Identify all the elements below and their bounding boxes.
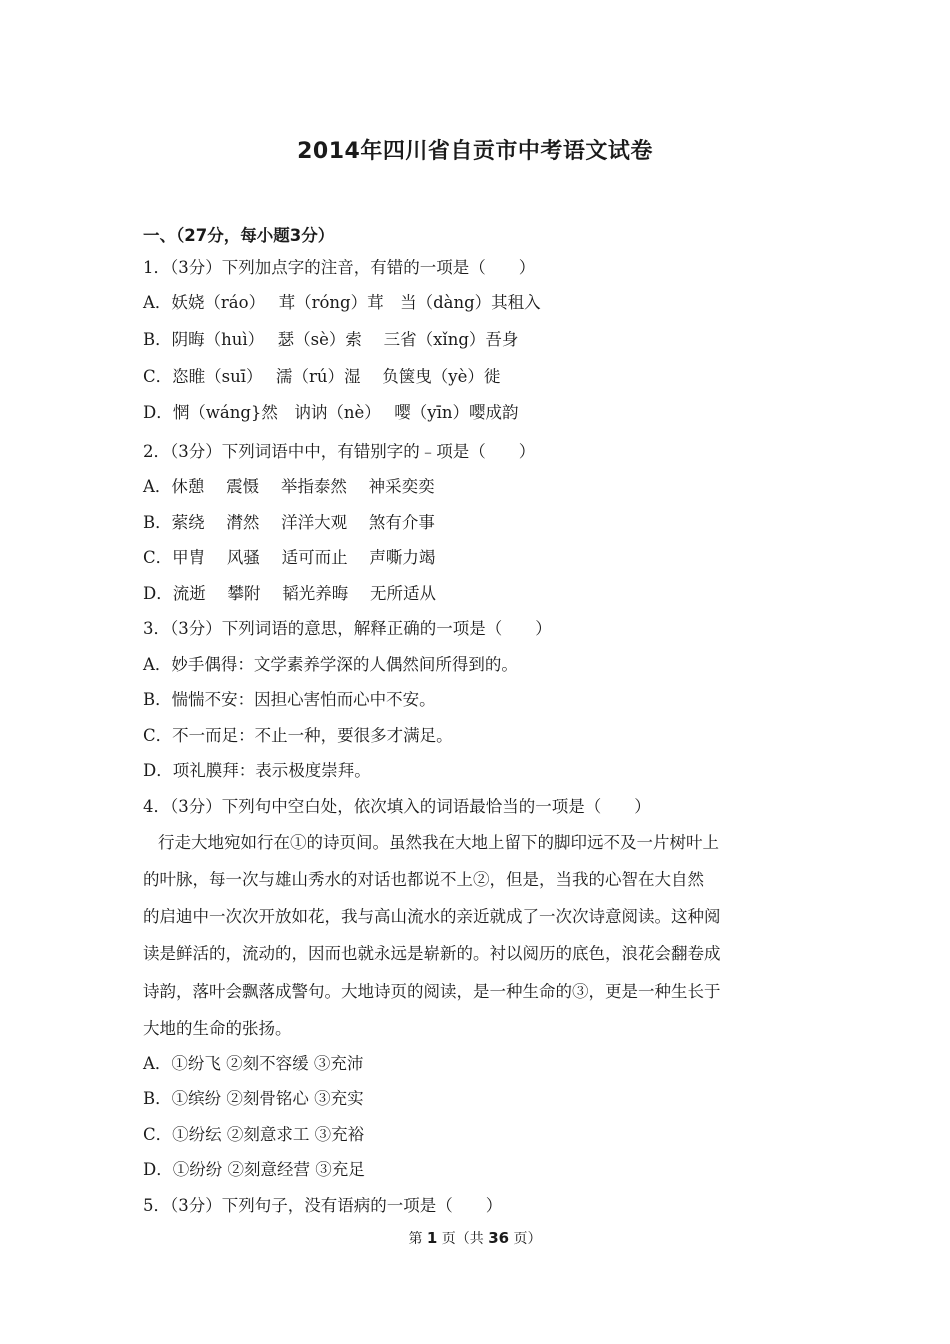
passage-line: 大地的生命的张扬。 <box>143 1019 292 1038</box>
question-3-option-b: B．惴惴不安：因担心害怕而心中不安。 <box>143 690 436 709</box>
passage-line: 的启迪中一次次开放如花，我与高山流水的亲近就成了一次次诗意阅读。这种阅 <box>143 907 721 926</box>
question-4-option-d: D．①纷纷 ②刻意经营 ③充足 <box>143 1160 365 1179</box>
question-2-option-b: B．萦绕 潸然 洋洋大观 煞有介事 <box>143 513 435 532</box>
question-4-option-a: A．①纷飞 ②刻不容缓 ③充沛 <box>143 1054 364 1073</box>
footer-middle: 页（共 <box>437 1231 489 1247</box>
question-1-option-b: B．阴晦（huì） 瑟（sè）索 三省（xǐng）吾身 <box>143 330 519 349</box>
footer-prefix: 第 <box>408 1231 427 1247</box>
question-2-option-c: C．甲胄 风骚 适可而止 声嘶力竭 <box>143 548 436 567</box>
question-1-option-a: A．妖娆（ráo） 茸（róng）茸 当（dàng）其租入 <box>143 293 541 312</box>
section-heading: 一、（27分，每小题3分） <box>143 226 335 245</box>
passage-line: 行走大地宛如行在①的诗页间。虽然我在大地上留下的脚印远不及一片树叶上 <box>158 833 719 852</box>
passage-line: 读是鲜活的，流动的，因而也就永远是崭新的。衬以阅历的底色，浪花会翻卷成 <box>143 944 721 963</box>
question-1-option-c: C．恣睢（suī） 濡（rú）湿 负箧曳（yè）徙 <box>143 367 501 386</box>
total-page-count: 36 <box>488 1229 510 1247</box>
question-4-stem: 4．（3分）下列句中空白处，依次填入的词语最恰当的一项是（ ） <box>143 797 651 816</box>
footer-suffix: 页） <box>509 1231 542 1247</box>
question-3-option-a: A．妙手偶得：文学素养学深的人偶然间所得到的。 <box>143 655 518 674</box>
page-footer <box>0 1228 950 1248</box>
question-3-option-d: D．项礼膜拜：表示极度崇拜。 <box>143 761 371 780</box>
question-3-stem: 3．（3分）下列词语的意思，解释正确的一项是（ ） <box>143 619 552 638</box>
question-1-stem: 1．（3分）下列加点字的注音，有错的一项是（ ） <box>143 258 536 277</box>
question-1-option-d: D．惘（wáng}然 讷讷（nè） 嘤（yīn）嘤成韵 <box>143 403 519 422</box>
question-5-stem: 5．（3分）下列句子，没有语病的一项是（ ） <box>143 1196 503 1215</box>
passage-line: 的叶脉，每一次与雄山秀水的对话也都说不上②，但是，当我的心智在大自然 <box>143 870 704 889</box>
question-3-option-c: C．不一而足：不止一种，要很多才满足。 <box>143 726 453 745</box>
passage-line: 诗韵，落叶会飘落成警句。大地诗页的阅读，是一种生命的③，更是一种生长于 <box>143 982 721 1001</box>
question-2-option-a: A．休憩 震慑 举指泰然 神采奕奕 <box>143 477 435 496</box>
question-2-option-d: D．流逝 攀附 韬光养晦 无所适从 <box>143 584 436 603</box>
question-4-option-c: C．①纷纭 ②刻意求工 ③充裕 <box>143 1125 365 1144</box>
current-page-number: 1 <box>426 1229 438 1247</box>
question-4-option-b: B．①缤纷 ②刻骨铭心 ③充实 <box>143 1089 364 1108</box>
question-2-stem: 2．（3分）下列词语中中，有错别字的﹣项是（ ） <box>143 442 536 461</box>
page-title: 2014年四川省自贡市中考语文试卷 <box>297 139 653 164</box>
